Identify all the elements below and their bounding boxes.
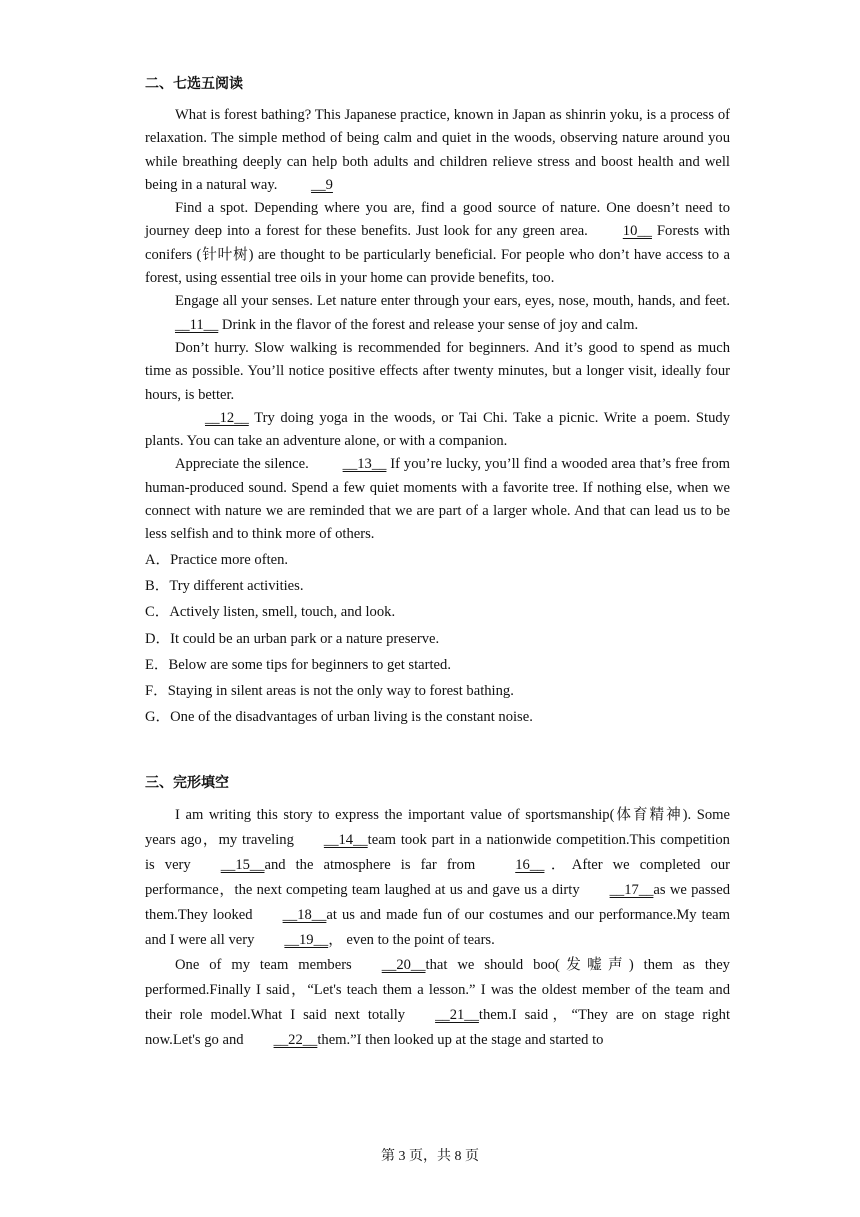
cloze-paragraph — [145, 953, 730, 1053]
blank-11: __11__ — [175, 316, 219, 333]
paragraph-text: Engage all your senses. Let nature enter through your ears, eyes, nose, mouth, hands, and feet. — [175, 293, 730, 310]
blank-12: __12__ — [205, 409, 249, 426]
section-heading-cloze: 三、完形填空 — [145, 774, 229, 791]
blank-21: __21__ — [435, 1006, 479, 1023]
document-page — [145, 72, 730, 1053]
passage-paragraph — [145, 453, 730, 546]
blank-16: 16__ — [515, 856, 545, 873]
paragraph-text: them.”I then looked up at the stage and started to — [317, 1031, 604, 1048]
passage-paragraph: Don’t hurry. Slow walking is recommended for beginners. And it’s good to spend as much time as possible. You’ll notice positive effects after twenty minutes, but a longer visit, ideally four hours, is better. — [145, 339, 730, 403]
blank-9: __9 — [311, 176, 333, 193]
paragraph-text: I am writing this story to express the important value of sportsmanship(体育精神). Some years ago，my traveling — [145, 806, 730, 848]
paragraph-text: Appreciate the silence. — [175, 456, 309, 473]
blank-17: __17__ — [609, 881, 654, 898]
paragraph-text: One of my team members — [175, 956, 352, 973]
paragraph-text: them.I said，“They are on stage right now.Let's go and — [145, 1006, 730, 1048]
option-g: G．One of the disadvantages of urban living is the constant noise. — [145, 709, 533, 726]
paragraph-text: and the atmosphere is far from — [264, 856, 476, 873]
blank-10: 10__ — [622, 223, 652, 240]
paragraph-text: What is forest bathing? This Japanese practice, known in Japan as shinrin yoku, is a process of relaxation. The simple method of being calm and quiet in the woods, observing nature around you while breathing deeply can help both adults and children relieve stress and boost health and well being in a natural way. — [145, 107, 730, 193]
option-e: E．Below are some tips for beginners to get started. — [145, 656, 451, 673]
paragraph-text: as we passed them.They looked — [145, 881, 730, 923]
option-c: C．Actively listen, smell, touch, and look. — [145, 604, 396, 621]
paragraph-text: ．After we completed our performance，the next competing team laughed at us and gave us a dirty — [145, 856, 730, 898]
paragraph-text: ， even to the point of tears. — [328, 931, 495, 948]
blank-22: __22__ — [273, 1031, 318, 1048]
page-footer: 第 3 页，共 8 页 — [381, 1149, 479, 1164]
cloze-paragraph — [145, 803, 730, 953]
blank-20: __20__ — [381, 956, 426, 973]
paragraph-text: If you’re lucky, you’ll find a wooded area that’s free from human-produced sound. Spend a few quiet moments with a favorite tree. If nothing else, when we connect with nature we are reminded that we are part of a larger whole. And that can lead us to be less selfish and to think more of others. — [145, 456, 730, 543]
paragraph-text: Try doing yoga in the woods, or Tai Chi. Take a picnic. Write a poem. Study plants. You can take an adventure alone, or with a companion. — [145, 409, 730, 450]
paragraph-text: Find a spot. Depending where you are, find a good source of nature. One doesn’t need to journey deep into a forest for these benefits. Just look for any green area. — [145, 200, 730, 240]
paragraph-text: team took part in a nationwide competition.This competition is very — [145, 831, 730, 873]
passage-paragraph — [145, 407, 730, 454]
blank-19: __19__ — [284, 931, 329, 948]
paragraph-text: Drink in the flavor of the forest and release your sense of joy and calm. — [221, 316, 639, 333]
option-f: F．Staying in silent areas is not the only way to forest bathing. — [145, 683, 514, 700]
options-list — [145, 547, 730, 731]
section-heading-reading: 二、七选五阅读 — [145, 76, 243, 92]
blank-13: __13__ — [342, 456, 387, 473]
passage-paragraph — [145, 197, 730, 290]
option-b: B．Try different activities. — [145, 577, 304, 594]
option-a: A．Practice more often. — [145, 551, 289, 568]
paragraph-text: at us and made fun of our costumes and our performance.My team and I were all very — [145, 906, 731, 948]
blank-18: __18__ — [282, 906, 327, 923]
passage-paragraph — [145, 290, 730, 337]
paragraph-text: that we should boo(发嘘声) them as they performed.Finally I said，“Let's teach them a lesson.” I was the oldest member of the team and their role model.What I said next totally — [145, 956, 730, 1023]
blank-15: __15__ — [220, 856, 265, 873]
paragraph-text: Forests with conifers (针叶树) are thought to be particularly beneficial. For people who don’t have access to a forest, using essential tree oils in your home can provide benefits, too. — [145, 223, 730, 287]
blank-14: __14__ — [323, 831, 368, 848]
option-d: D．It could be an urban park or a nature preserve. — [145, 630, 440, 647]
passage-paragraph — [145, 104, 730, 197]
